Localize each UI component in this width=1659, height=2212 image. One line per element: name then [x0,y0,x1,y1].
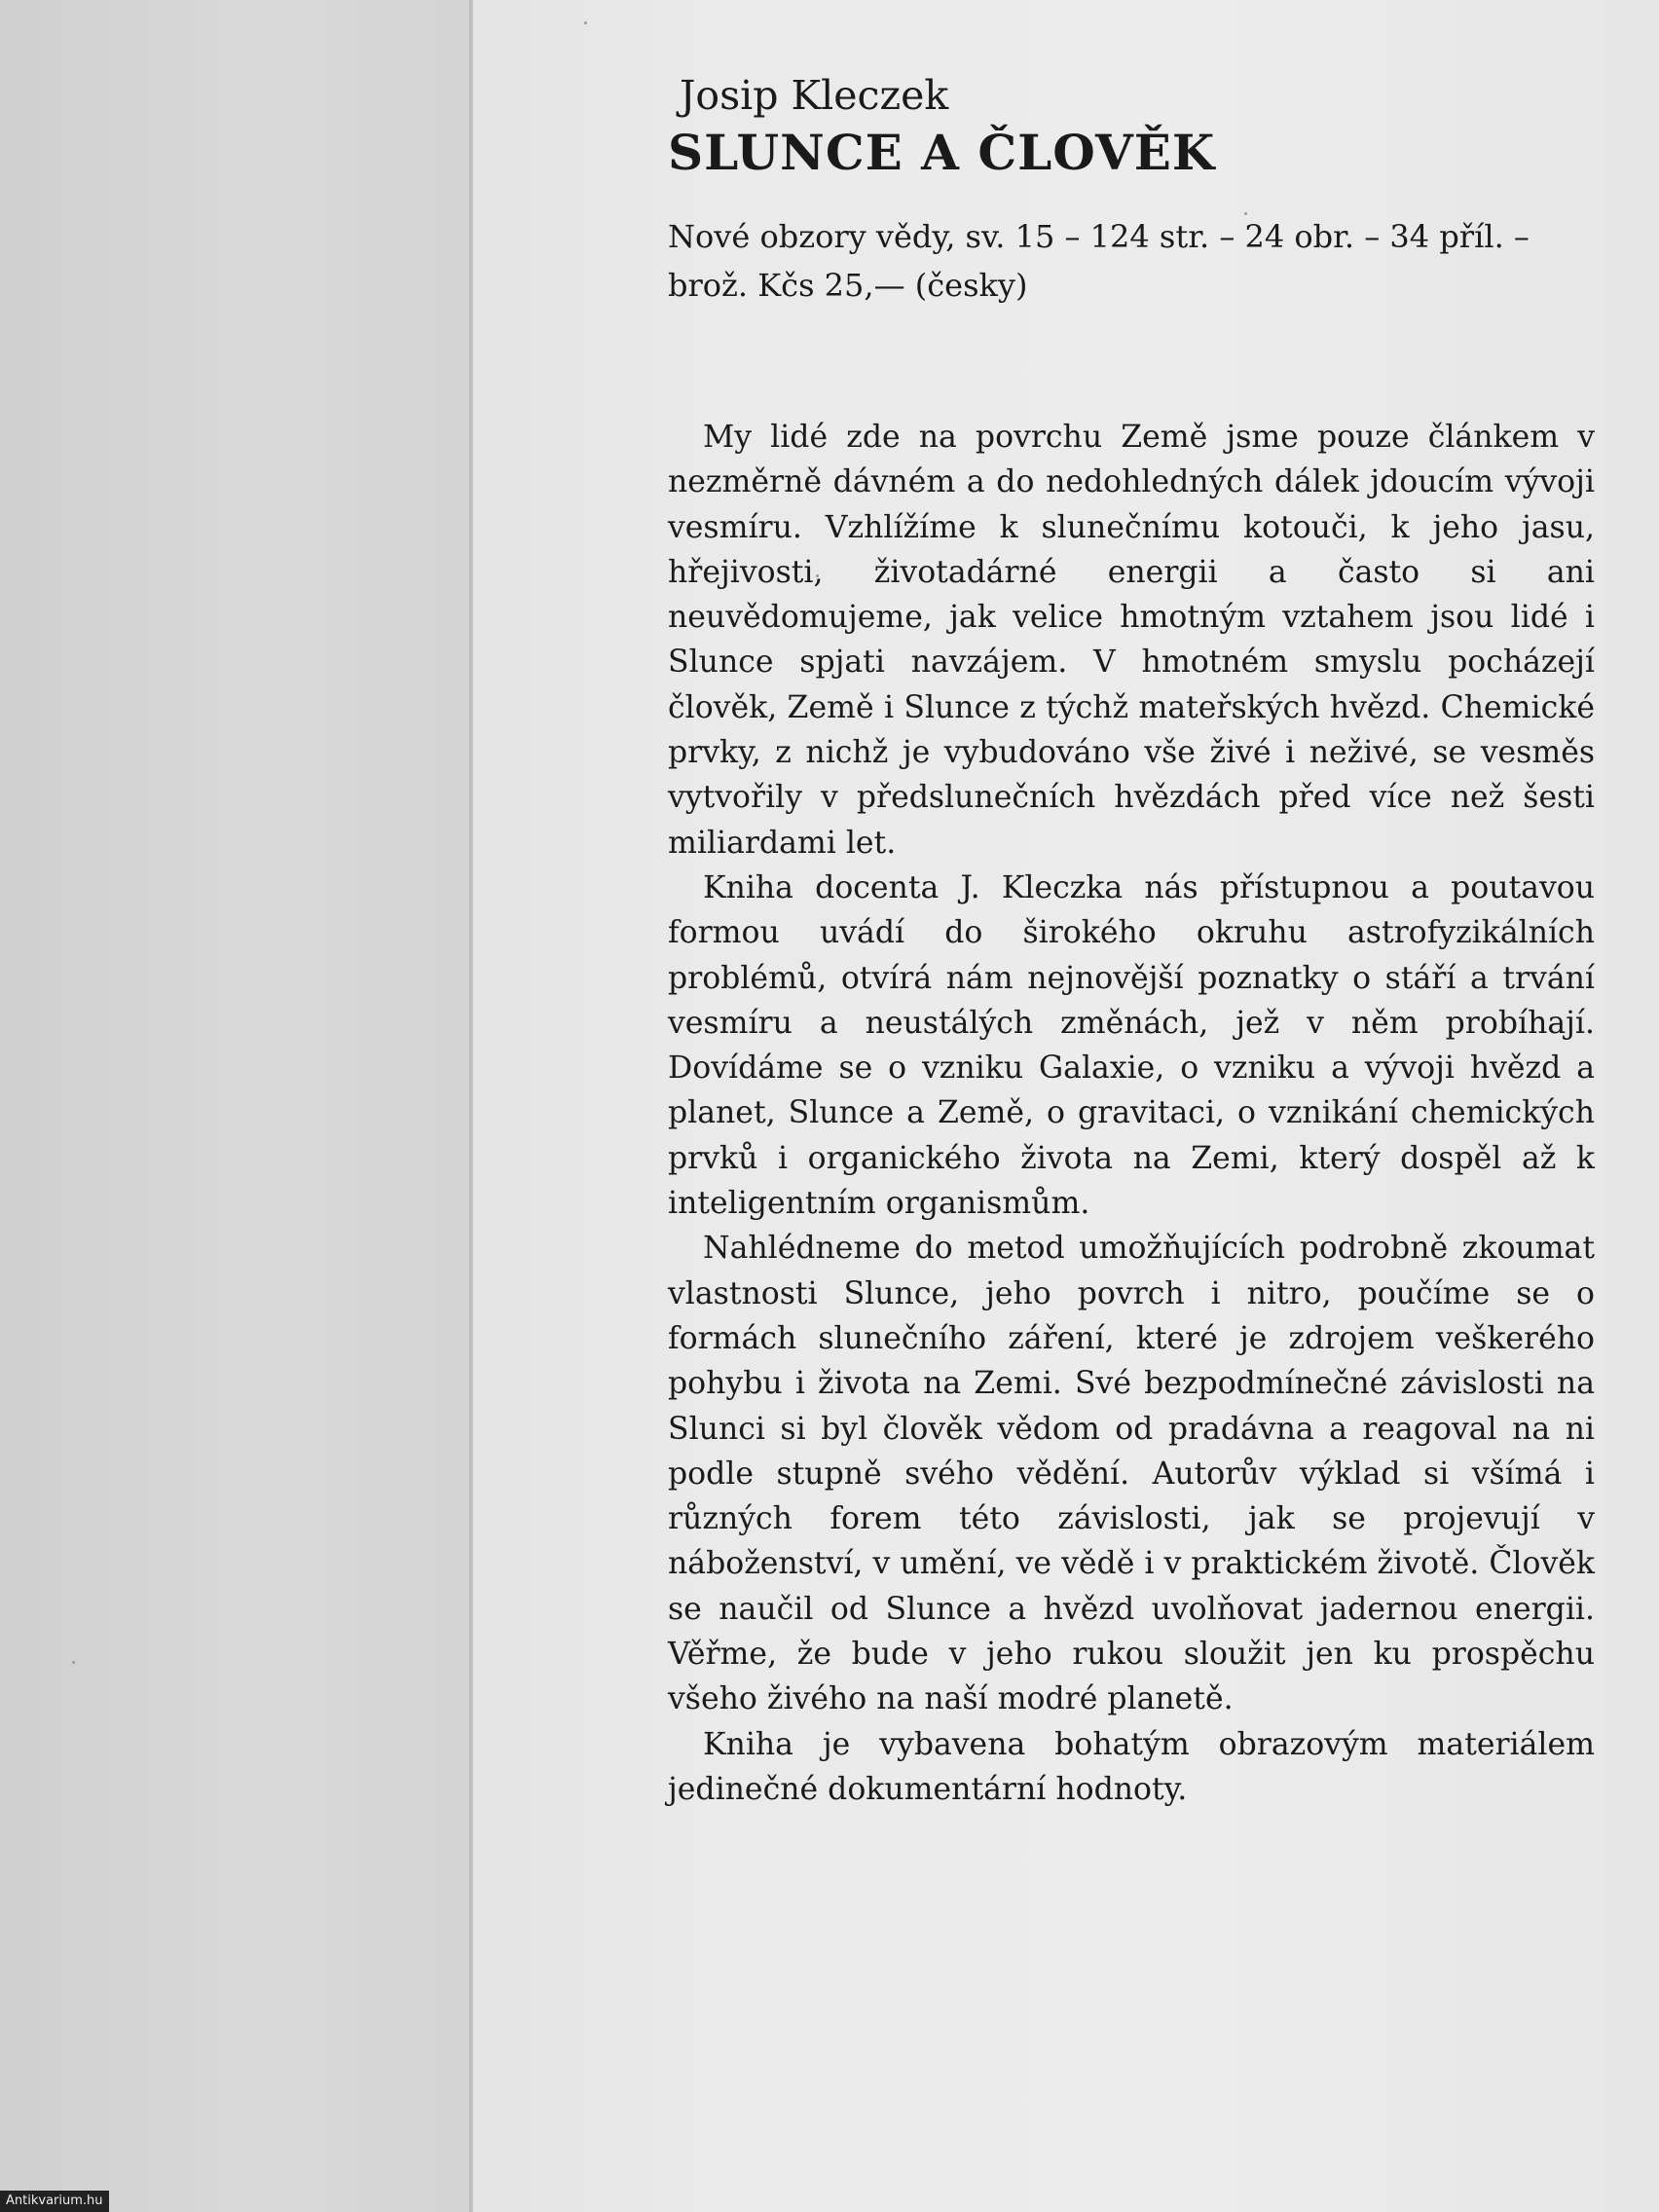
book-title: SLUNCE A ČLOVĚK [668,124,1216,181]
paper-speck [72,1661,75,1664]
left-blank-page [0,0,469,2212]
right-text-page [473,0,1659,2212]
publication-details [668,212,1595,310]
description-paragraph: Nahlédneme do metod umožňujících podrobně zkoumat vlastnosti Slunce, jeho povrch i nitro, poučíme se o formách slunečního záření, které je zdrojem veškerého pohybu i života na Zemi. Své bezpodmínečné závislosti na Slunci si byl člověk vědom od pradávna a reagoval na ni podle stupně svého vědění. Autorův výklad si všímá i různých forem této závislosti, jak se projevují v náboženství, v umění, ve vědě i v praktickém životě. Člověk se naučil od Slunce a hvězd uvolňovat jadernou energii. Věřme, že bude v jeho rukou sloužit jen ku prospěchu všeho živého na naší modré planetě. [668,1231,1595,1717]
author-name: Josip Kleczek [680,72,949,119]
description-paragraph: Kniha je vybavena bohatým obrazovým materiálem jedinečné dokumentární hodnoty. [668,1726,1595,1807]
publication-details-line: Nové obzory vědy, sv. 15 – 124 str. – 24 obr. – 34 příl. – [668,218,1530,255]
description-paragraph: My lidé zde na povrchu Země jsme pouze článkem v nezměrně dávném a do nedohledných dálek jdoucím vývoji vesmíru. Vzhlížíme k slunečnímu kotouči, k jeho jasu, hřejivosti, životadárné energii a často si ani neuvědomujeme, jak velice hmotným vztahem jsou lidé i Slunce spjati navzájem. V hmotném smyslu pocházejí člověk, Země i Slunce z týchž mateřských hvězd. Chemické prvky, z nichž je vybudováno vše živé i neživé, se vesměs vytvořily v předslunečních hvězdách před více než šesti miliardami let. [668,420,1595,861]
page-content [668,70,1595,1812]
publication-details-line: brož. Kčs 25,— (česky) [668,267,1028,304]
site-watermark: Antikvarium.hu [0,2191,109,2212]
book-description [668,415,1595,1812]
description-paragraph: Kniha docenta J. Kleczka nás přístupnou a poutavou formou uvádí do širokého okruhu astrofyzikálních problémů, otvírá nám nejnovější poznatky o stáří a trvání vesmíru a neustálých změnách, jež v něm probíhají. Dovídáme se o vzniku Galaxie, o vzniku a vývoji hvězd a planet, Slunce a Země, o gravitaci, o vznikání chemických prvků i organického života na Zemi, který dospěl až k inteligentním organismům. [668,869,1595,1222]
paper-speck [584,21,587,24]
